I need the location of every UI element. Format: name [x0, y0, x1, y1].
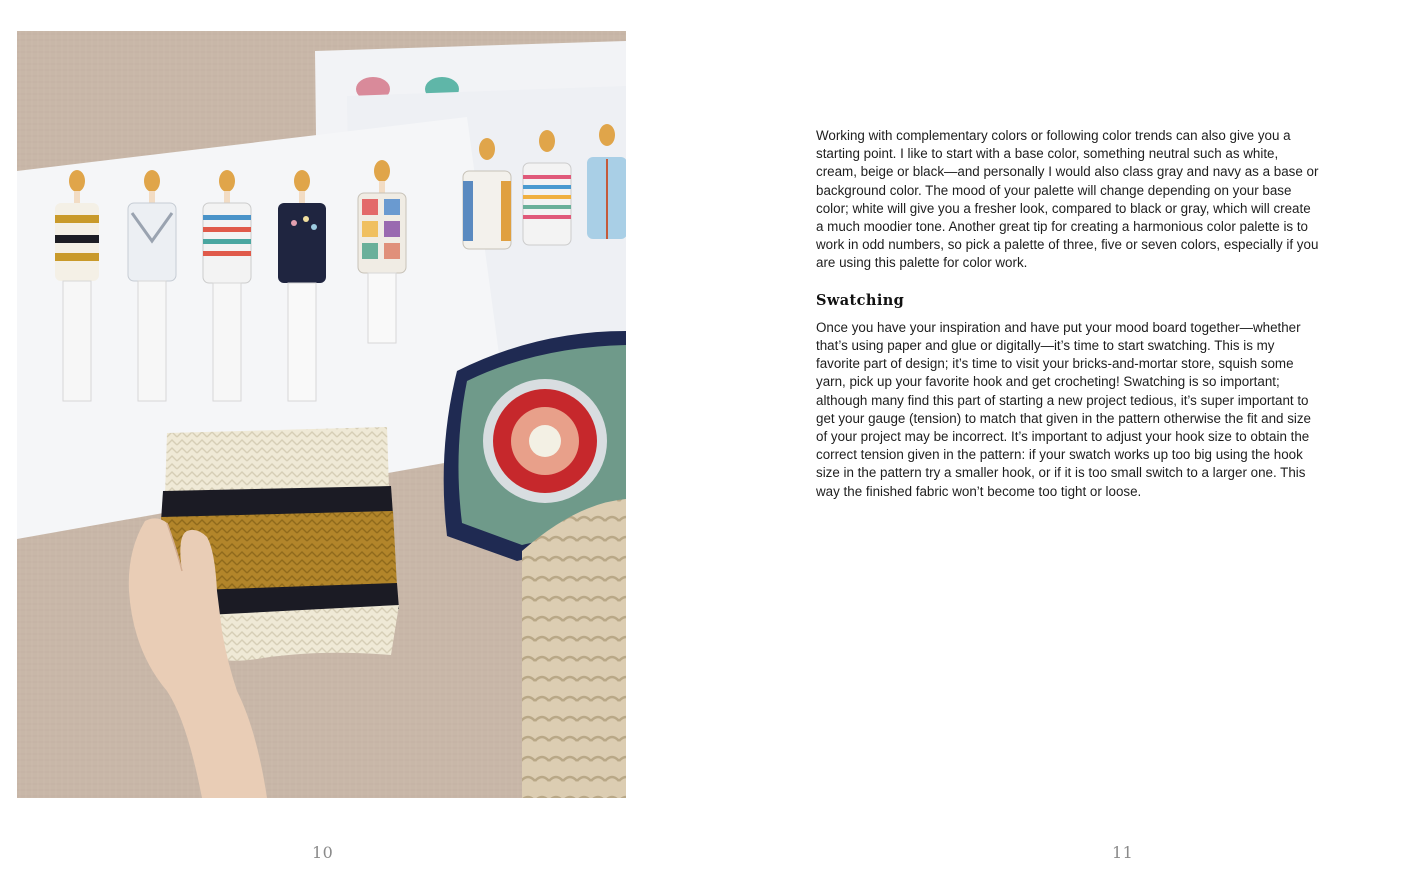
crochet-photo: [17, 31, 626, 798]
page-number-right: 11: [1112, 843, 1134, 862]
ribbed-swatch: [522, 499, 626, 798]
text-column: [816, 127, 1321, 501]
swatching-paragraph: Once you have your inspiration and have put your mood board together—whether that’s using paper and glue or digitally—it’s time to start swatching. This is my favorite part of design; it’s time to visit your bricks-and-mortar store, squish some yarn, pick up your favorite hook and get crocheting! Swatching is so important; although many find this part of starting a new project tedious, it’s super important to get your gauge (tension) to match that given in the pattern otherwise the fit and size of your project may be incorrect. It’s important to adjust your hook size to obtain the correct tension given in the pattern: if your swatch works up too big using the hook size in the pattern try a smaller hook, or if it is too small switch to a larger one. This way the finished fabric won’t become too tight or loose.: [816, 319, 1312, 499]
page-number-left: 10: [312, 843, 334, 862]
section-heading: Swatching: [816, 291, 905, 309]
photo-illustration: [17, 31, 626, 798]
intro-paragraph: Working with complementary colors or following color trends can also give you a starting point. I like to start with a base color, something neutral such as white, cream, beige or black—and personally I would also class gray and navy as a base or background color. The mood of your palette will change depending on your base color; white will give you a fresher look, compared to black or gray, which will create a much moodier tone. Another great tip for creating a harmonious color palette is to work in odd numbers, so pick a palette of three, five or seven colors, especially if you are using this palette for color work.: [816, 128, 1319, 271]
